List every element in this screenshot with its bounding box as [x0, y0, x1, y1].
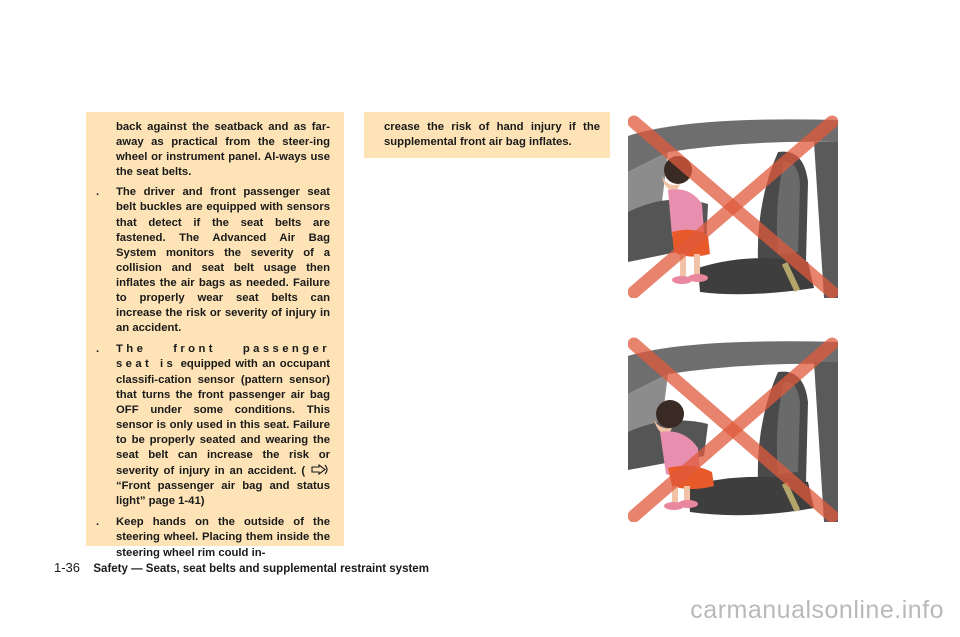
warning-bullet [96, 185, 330, 336]
bullet-text: Keep hands on the outside of the steering wheel. Placing them inside the steering wheel rim could in- [116, 516, 330, 559]
watermark: carmanualsonline.info [690, 596, 944, 624]
warning-continuation-text: crease the risk of hand injury if the supplemental front air bag inflates. [384, 121, 600, 149]
section-title: Safety — Seats, seat belts and supplemental restraint system [93, 563, 429, 575]
warning-bullet [96, 515, 330, 560]
warning-lead-text: back against the seatback and as far-away as practical from the steer-ing wheel or instrument panel. Al-ways use the seat belts. [116, 121, 330, 179]
bullet-marker: . [96, 186, 100, 199]
illustration-child-kneeling [628, 336, 838, 522]
bullet-text: The driver and front passenger seat belt buckles are equipped with sensors that detect if the seat belts are fastened. The Advanced Air Bag System monitors the severity of a collision and seat belt usage then inflates the air bags as needed. Failure to properly wear seat belts can increase the risk or severity of injury in an accident. [116, 186, 330, 335]
bullet-marker: . [96, 516, 100, 529]
warning-bullet [96, 342, 330, 509]
page-footer [54, 560, 429, 575]
bullet-marker: . [96, 343, 100, 356]
warning-box-right [364, 112, 610, 158]
reference-icon [310, 463, 330, 476]
bullet-text: equipped with an occupant classifi-cation sensor (pattern sensor) that turns the front passenger air bag OFF under some conditions. This sensor is only used in this seat. Failure to be properly seated and wearing the seat belt can increase the risk or severity of injury in an accident. ( [116, 358, 331, 478]
warning-box-left [86, 112, 344, 559]
illustration-child-standing [628, 112, 838, 298]
reference-link[interactable]: “Front passenger air bag and status light” page 1-41) [116, 480, 330, 508]
bullet-text-spaced: The front passenger seat is [116, 343, 330, 371]
page-number: 1-36 [54, 560, 81, 575]
